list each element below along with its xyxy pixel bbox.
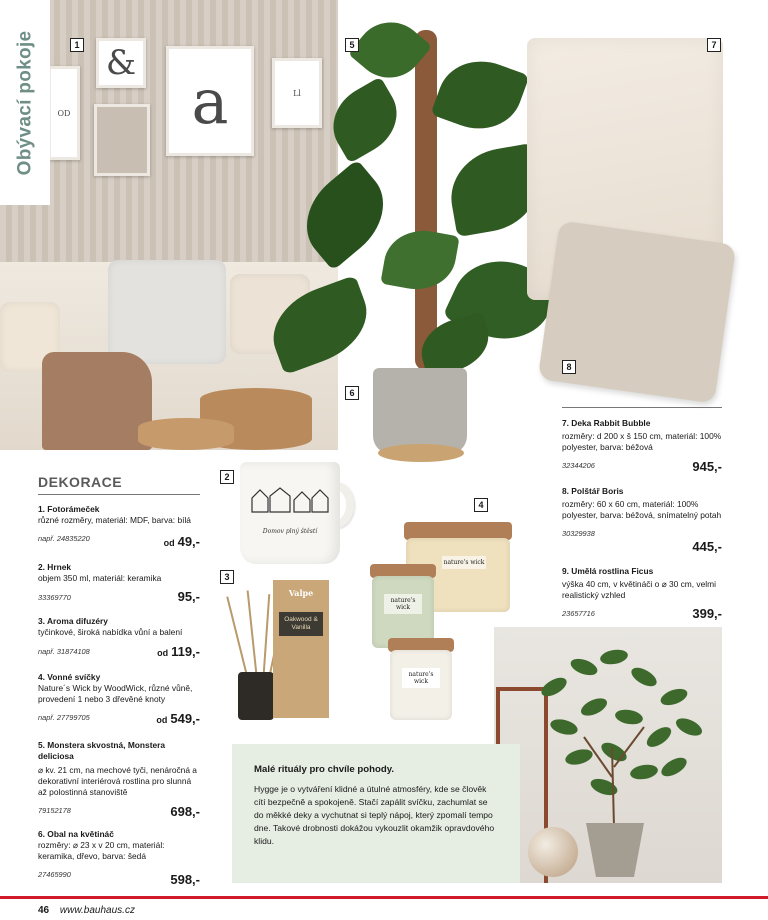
candle-brand: nature's wick bbox=[384, 594, 422, 614]
diffuser-brand: Valpe bbox=[288, 588, 314, 598]
price-prefix: od bbox=[156, 715, 168, 725]
decor-ball bbox=[528, 827, 578, 877]
product-name: 3. Aroma difuzéry bbox=[38, 616, 108, 626]
product-price-3 bbox=[130, 644, 200, 659]
side-table bbox=[138, 418, 234, 450]
ficus-photo bbox=[494, 627, 722, 883]
diffuser-box bbox=[273, 580, 329, 718]
product-desc: rozměry: d 200 x š 150 cm, materiál: 100% polyester, barva: béžová bbox=[562, 431, 722, 452]
photo-frame-right: Ll bbox=[272, 58, 322, 128]
product-code: 79152178 bbox=[38, 806, 71, 815]
moss-pole bbox=[415, 30, 437, 370]
product-code: např. 31874108 bbox=[38, 647, 90, 656]
sofa-pillow bbox=[108, 260, 226, 364]
candle-white bbox=[390, 650, 452, 720]
product-code: 32344206 bbox=[562, 461, 595, 470]
price-value: 445,- bbox=[692, 539, 722, 554]
product-name: 5. Monstera skvostná, Monstera deliciosa bbox=[38, 740, 166, 761]
section-divider bbox=[38, 494, 200, 495]
badge-6: 6 bbox=[345, 386, 359, 400]
product-desc: rozměry: 60 x 60 cm, materiál: 100% polyester, barva: béžová, snímatelný potah bbox=[562, 499, 722, 520]
product-desc: různé rozměry, materiál: MDF, barva: bílá bbox=[38, 515, 191, 525]
throw-blanket bbox=[42, 352, 152, 450]
diffuser-bottle bbox=[238, 672, 274, 720]
product-desc: objem 350 ml, materiál: keramika bbox=[38, 573, 162, 583]
price-value: 549,- bbox=[170, 711, 200, 726]
flower-pot bbox=[373, 368, 467, 454]
price-prefix: od bbox=[157, 648, 169, 658]
category-tab bbox=[0, 0, 50, 205]
price-value: 698,- bbox=[170, 804, 200, 819]
diffuser-label: Oakwood & Vanilla bbox=[279, 612, 323, 636]
product-desc: ⌀ kv. 21 cm, na mechové tyči, nenáročná a dekorativní interiérová rostlina pro slunná až polostinná stanoviště bbox=[38, 765, 197, 797]
product-code: 27465990 bbox=[38, 870, 71, 879]
product-code: např. 27799705 bbox=[38, 713, 90, 722]
product-name: 2. Hrnek bbox=[38, 562, 72, 572]
monstera-leaf bbox=[430, 48, 529, 141]
price-value: 945,- bbox=[692, 459, 722, 474]
photo-frame-letter: a bbox=[166, 46, 254, 156]
living-room-photo bbox=[0, 0, 338, 450]
product-price-6 bbox=[140, 872, 200, 887]
price-prefix: od bbox=[163, 538, 175, 548]
product-name: 7. Deka Rabbit Bubble bbox=[562, 418, 651, 428]
product-price-8 bbox=[662, 539, 722, 554]
product-price-7 bbox=[662, 459, 722, 474]
product-price-2 bbox=[140, 589, 200, 604]
badge-7: 7 bbox=[707, 38, 721, 52]
product-desc: rozměry: ⌀ 23 x v 20 cm, materiál: keramika, dřevo, barva: šedá bbox=[38, 840, 165, 861]
badge-2: 2 bbox=[220, 470, 234, 484]
product-code: 33369770 bbox=[38, 593, 71, 602]
house-icon bbox=[250, 484, 330, 514]
website-link[interactable]: www.bauhaus.cz bbox=[59, 905, 135, 916]
quote-body: Hygge je o vytváření klidné a útulné atmosféry, kde se člověk cítí bezpečně a spokojeně. Stačí zapálit svíčku, zachumlat se do měkké deky a vychutnat si teplý nápoj, který zpomalí tempo dne. Takové drobnosti dokážou vykouzlit okamžik opravdového klidu. bbox=[254, 784, 495, 846]
product-desc: Nature´s Wick by WoodWick, různé vůně, provedení 1 nebo 3 dřevěné knoty bbox=[38, 683, 193, 704]
mug-text: Domov plný štěstí bbox=[262, 528, 318, 535]
product-name: 9. Umělá rostlina Ficus bbox=[562, 566, 654, 576]
price-value: 119,- bbox=[171, 644, 200, 659]
photo-frame-amp: & bbox=[96, 38, 146, 88]
price-value: 49,- bbox=[177, 534, 200, 549]
badge-3: 3 bbox=[220, 570, 234, 584]
section-title: DEKORACE bbox=[38, 474, 123, 490]
badge-1: 1 bbox=[70, 38, 84, 52]
product-code: 30329938 bbox=[562, 529, 595, 538]
reed-stick bbox=[247, 590, 258, 680]
product-name: 8. Polštář Boris bbox=[562, 486, 624, 496]
product-name: 4. Vonné svíčky bbox=[38, 672, 101, 682]
price-value: 95,- bbox=[177, 589, 200, 604]
product-item-8 bbox=[562, 486, 722, 539]
pot-saucer bbox=[378, 444, 464, 462]
photo-frame-landscape bbox=[94, 104, 150, 176]
product-name: 6. Obal na květináč bbox=[38, 829, 114, 839]
price-value: 399,- bbox=[692, 606, 722, 621]
badge-5: 5 bbox=[345, 38, 359, 52]
right-divider bbox=[562, 407, 722, 408]
product-price-5 bbox=[140, 804, 200, 819]
product-code: např. 24835220 bbox=[38, 534, 90, 543]
product-name: 1. Fotorámeček bbox=[38, 504, 100, 514]
product-price-9 bbox=[662, 606, 722, 621]
product-desc: tyčinkové, široká nabídka vůní a balení bbox=[38, 627, 183, 637]
candle-brand: nature's wick bbox=[442, 556, 486, 569]
product-price-4 bbox=[130, 711, 200, 726]
badge-4: 4 bbox=[474, 498, 488, 512]
cushion-photo bbox=[538, 220, 737, 403]
footer-rule bbox=[0, 896, 768, 899]
mug-photo bbox=[240, 462, 340, 564]
price-value: 598,- bbox=[170, 872, 200, 887]
quote-box bbox=[232, 744, 520, 883]
footer bbox=[38, 905, 135, 916]
product-price-1 bbox=[140, 534, 200, 549]
page-number: 46 bbox=[38, 905, 50, 916]
monstera-leaf bbox=[380, 224, 459, 295]
product-code: 23657716 bbox=[562, 609, 595, 618]
candle-brand: nature's wick bbox=[402, 668, 440, 688]
product-desc: výška 40 cm, v květináči o ⌀ 30 cm, velmi realistický vzhled bbox=[562, 579, 716, 600]
photo-frame-small: OD bbox=[48, 66, 80, 160]
badge-8: 8 bbox=[562, 360, 576, 374]
quote-title: Malé rituály pro chvíle pohody. bbox=[254, 764, 395, 775]
category-tab-label: Obývací pokoje bbox=[14, 30, 36, 175]
